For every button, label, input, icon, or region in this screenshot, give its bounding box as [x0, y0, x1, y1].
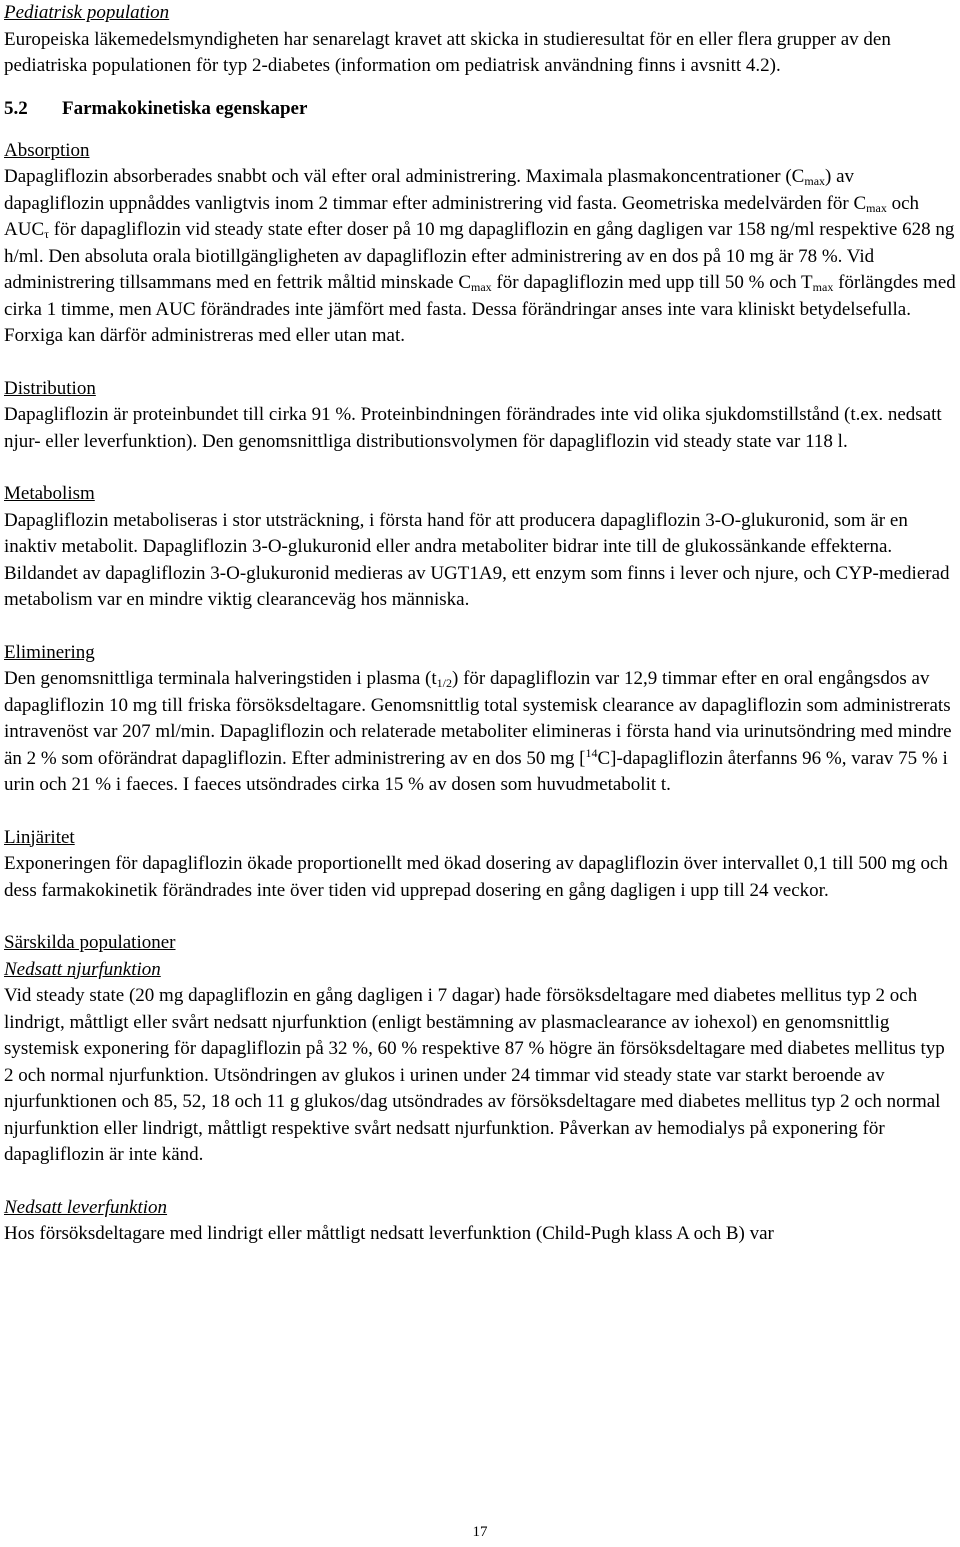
absorption-paragraph: Dapagliflozin absorberades snabbt och väl efter oral administrering. Maximala plasmakoncentrationer $(C_{max})$ av dapagliflozin uppnåddes vanligtvis inom 2 timmar efter administrering vid fasta. Geometriska medelvärden för $C_{max}$ och $AUC_\tau$ för dapagliflozin vid steady state efter doser på 10 mg dapagliflozin en gång dagligen var 158 ng/ml respektive 628 ng h/ml. Den absoluta orala biotillgängligheten av dapagliflozin efter administrering av en dos på 10 mg är 78 %. Vid administrering tillsammans med en fettrik måltid minskade $C_{max}$ för dapagliflozin med upp till 50 % och $T_{max}$ förlängdes med cirka 1 timme, men AUC förändrades inte jämfört med fasta. Dessa förändringar anses inte vara kliniskt betydelsefulla. Forxiga kan därför administreras med eller utan mat. — [4, 166, 956, 346]
renal-impairment-heading: Nedsatt njurfunktion — [4, 958, 161, 980]
elimination-heading: Eliminering — [4, 641, 95, 663]
linearity-paragraph: Exponeringen för dapagliflozin ökade proportionellt med ökad dosering av dapagliflozin över intervallet 0,1 till 500 mg och dess farmakokinetik förändrades inte över tiden vid upprepad dosering en gång dagligen i upp till 24 veckor. — [4, 853, 948, 901]
distribution-heading: Distribution — [4, 377, 96, 399]
metabolism-paragraph: Dapagliflozin metaboliseras i stor utsträckning, i första hand för att producera dapagliflozin 3-O-glukuronid, som är en inaktiv metabolit. Dapagliflozin 3-O-glukuronid eller andra metaboliter bidrar inte till de glukossänkande effekterna. Bildandet av dapagliflozin 3-O-glukuronid medieras av UGT1A9, ett enzym som finns i lever och njure, och CYP-medierad metabolism var en mindre viktig clearanceväg hos människa. — [4, 509, 950, 610]
metabolism-heading: Metabolism — [4, 483, 95, 504]
linearity-heading: Linjäritet — [4, 826, 75, 848]
pediatric-paragraph: Europeiska läkemedelsmyndigheten har senarelagt kravet att skicka in studieresultat för en eller flera grupper av den pediatriska populationen för typ 2-diabetes (information om pediatrisk användning finns i avsnitt 4.2). — [4, 28, 891, 76]
absorption-heading: Absorption — [4, 139, 90, 161]
section-title — [4, 96, 956, 122]
section-title-text: Farmakokinetiska egenskaper — [62, 97, 308, 119]
page-number: 17 — [472, 1524, 488, 1540]
special-populations-heading: Särskilda populationer — [4, 932, 176, 953]
section-number: 5.2 — [4, 97, 28, 119]
renal-impairment-paragraph: Vid steady state (20 mg dapagliflozin en gång dagligen i 7 dagar) hade försöksdeltagare med diabetes mellitus typ 2 och lindrigt, måttligt eller svårt nedsatt njurfunktion (enligt bestämning av plasmaclearance av iohexol) en genomsnittlig systemisk exponering för dapagliflozin på 32 %, 60 % respektive 87 % högre än försöksdeltagare med diabetes mellitus typ 2 och normal njurfunktion. Utsöndringen av glukos i urinen under 24 timmar vid steady state var starkt beroende av njurfunktionen och 85, 52, 18 och 11 g glukos/dag utsöndrades av försöksdeltagare med diabetes mellitus typ 2 och normal njurfunktion eller lindrigt, måttligt respektive svårt nedsatt njurfunktion. Påverkan av hemodialys på exponering för dapagliflozin är inte känd. — [4, 985, 945, 1165]
hepatic-impairment-heading: Nedsatt leverfunktion — [4, 1196, 168, 1218]
pediatric-heading: Pediatrisk population — [4, 2, 170, 23]
elimination-paragraph: Den genomsnittliga terminala halveringstiden i plasma $(t_{1/2})$ för dapagliflozin var 12,9 timmar efter en oral engångsdos av dapagliflozin 10 mg till friska försöksdeltagare. Genomsnittlig total systemisk clearance av dapagliflozin som administrerats intravenöst var 207 ml/min. Dapagliflozin och relaterade metaboliter elimineras i första hand via urinutsöndring med mindre än 2 % som oförändrat dapagliflozin. Efter administrering av en dos 50 mg [$^{14}$C]-dapagliflozin återfanns 96 %, varav 75 % i urin och 21 % i faeces. I faeces utsöndrades cirka 15 % av dosen som huvudmetabolit t. — [4, 668, 952, 795]
document-page — [4, 0, 956, 1248]
hepatic-impairment-paragraph: Hos försöksdeltagare med lindrigt eller måttligt nedsatt leverfunktion (Child-Pugh klass A och B) var — [4, 1223, 774, 1244]
distribution-paragraph: Dapagliflozin är proteinbundet till cirka 91 %. Proteinbindningen förändrades inte vid olika sjukdomstillstånd (t.ex. nedsatt njur- eller leverfunktion). Den genomsnittliga distributionsvolymen för dapagliflozin vid steady state var 118 l. — [4, 404, 942, 452]
